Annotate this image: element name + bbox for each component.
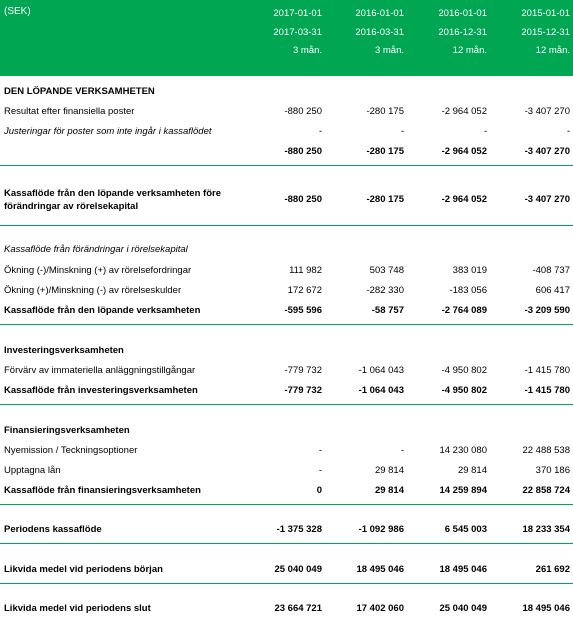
row-label: Resultat efter finansiella poster [4,106,135,117]
cell-value: -4 950 802 [441,385,487,396]
row-label: Upptagna lån [4,465,61,476]
cell-value: - [566,126,570,137]
cell-value: -2 964 052 [441,146,487,157]
cell-value: -2 964 052 [441,194,487,205]
col2-start: 2016-01-01 [355,8,404,19]
cell-value: - [400,445,404,456]
row-label: Finansieringsverksamheten [4,425,130,436]
row-label: Kassaflöde från förändringar i rörelsekapital [4,244,188,255]
subsection-heading [0,244,573,258]
cell-value: -595 596 [284,305,322,316]
subtotal-row [0,146,573,160]
cell-value: -2 764 089 [441,305,487,316]
col2-period: 3 mån. [374,45,404,56]
col3-end: 2016-12-31 [438,27,487,38]
total-row [0,187,573,215]
cell-value: 22 488 538 [522,445,570,456]
currency-label: (SEK) [4,6,31,17]
cell-value: -3 407 270 [524,106,570,117]
cell-value: 370 186 [535,465,570,476]
cell-value: -1 415 780 [524,365,570,376]
table-row [0,365,573,379]
cell-value: 25 040 049 [274,564,322,575]
cell-value: 23 664 721 [274,603,322,614]
row-divider [0,504,573,505]
table-row [0,265,573,279]
cell-value: -779 732 [284,365,322,376]
cell-value: 14 259 894 [439,485,487,496]
row-divider [0,165,573,166]
section-heading-financing [0,425,573,439]
cell-value: -3 407 270 [524,194,570,205]
cell-value: -58 757 [371,305,404,316]
cell-value: -280 175 [366,146,404,157]
total-row [0,305,573,319]
cell-value: -1 415 780 [524,385,570,396]
col1-period: 3 mån. [292,45,322,56]
cell-value: -1 064 043 [358,385,404,396]
col4-period: 12 mån. [535,45,570,56]
row-label: Kassaflöde från finansieringsverksamheten [4,485,201,496]
total-row [0,385,573,399]
cell-value: 25 040 049 [439,603,487,614]
row-label: Ökning (+)/Minskning (-) av rörelseskulder [4,285,182,296]
cell-value: 383 019 [452,265,487,276]
cell-value: - [318,445,322,456]
row-label: Periodens kassaflöde [4,524,102,535]
col3-period: 12 mån. [452,45,487,56]
col2-end: 2016-03-31 [355,27,404,38]
cell-value: -880 250 [284,106,322,117]
cell-value: -408 737 [532,265,570,276]
col3-start: 2016-01-01 [438,8,487,19]
total-row [0,524,573,538]
row-divider [0,225,573,226]
cell-value: -1 375 328 [276,524,322,535]
row-label: Investeringsverksamheten [4,345,124,356]
row-label: Likvida medel vid periodens slut [4,603,151,614]
section-heading-operating: DEN LÖPANDE VERKSAMHETEN [4,86,155,97]
total-row [0,485,573,499]
cell-value: 172 672 [287,285,322,296]
table-row [0,285,573,299]
table-row [0,465,573,479]
col4-start: 2015-01-01 [521,8,570,19]
cell-value: -3 209 590 [524,305,570,316]
row-divider [0,324,573,325]
row-divider [0,583,573,584]
col1-start: 2017-01-01 [273,8,322,19]
total-row [0,564,573,578]
cell-value: -3 407 270 [524,146,570,157]
cell-value: 111 982 [289,265,322,276]
col4-end: 2015-12-31 [521,27,570,38]
cell-value: 29 814 [374,485,404,496]
cell-value: -2 964 052 [441,106,487,117]
cell-value: 29 814 [457,465,487,476]
cell-value: - [318,465,322,476]
cell-value: 17 402 060 [356,603,404,614]
cell-value: -1 064 043 [358,365,404,376]
section-heading-investing [0,345,573,359]
total-row [0,603,573,617]
cell-value: -1 092 986 [358,524,404,535]
row-label: Kassaflöde från investeringsverksamheten [4,385,198,396]
cell-value: 22 858 724 [522,485,570,496]
cell-value: -4 950 802 [441,365,487,376]
row-divider [0,404,573,405]
table-row [0,106,573,120]
cell-value: -280 175 [366,106,404,117]
cell-value: 261 692 [535,564,570,575]
cell-value: - [318,126,322,137]
cell-value: -183 056 [449,285,487,296]
cell-value: 29 814 [374,465,404,476]
row-label: Ökning (-)/Minskning (+) av rörelsefordringar [4,265,192,276]
row-label: Förvärv av immateriella anläggningstillgångar [4,365,196,376]
table-row [0,126,573,140]
row-label: Nyemission / Teckningsoptioner [4,445,138,456]
row-divider [0,543,573,544]
cell-value: -880 250 [284,194,322,205]
col1-end: 2017-03-31 [273,27,322,38]
cell-value: 14 230 080 [439,445,487,456]
cell-value: -779 732 [284,385,322,396]
cell-value: 606 417 [535,285,570,296]
table-header [0,0,573,76]
cell-value: 503 748 [369,265,404,276]
cell-value: - [483,126,487,137]
row-label: Justeringar för poster som inte ingår i kassaflödet [4,126,212,137]
row-label: Kassaflöde från den löpande verksamheten [4,305,201,316]
cell-value: -280 175 [366,194,404,205]
cell-value: 0 [316,485,322,496]
cell-value: 18 233 354 [522,524,570,535]
table-row [0,445,573,459]
cell-value: 18 495 046 [522,603,570,614]
row-label: Kassaflöde från den löpande verksamheten före förändringar av rörelsekapital [4,188,221,212]
cell-value: -880 250 [284,146,322,157]
row-label: Likvida medel vid periodens början [4,564,163,575]
cell-value: 18 495 046 [356,564,404,575]
cell-value: - [400,126,404,137]
cell-value: 18 495 046 [439,564,487,575]
cell-value: -282 330 [366,285,404,296]
cell-value: 6 545 003 [444,524,487,535]
